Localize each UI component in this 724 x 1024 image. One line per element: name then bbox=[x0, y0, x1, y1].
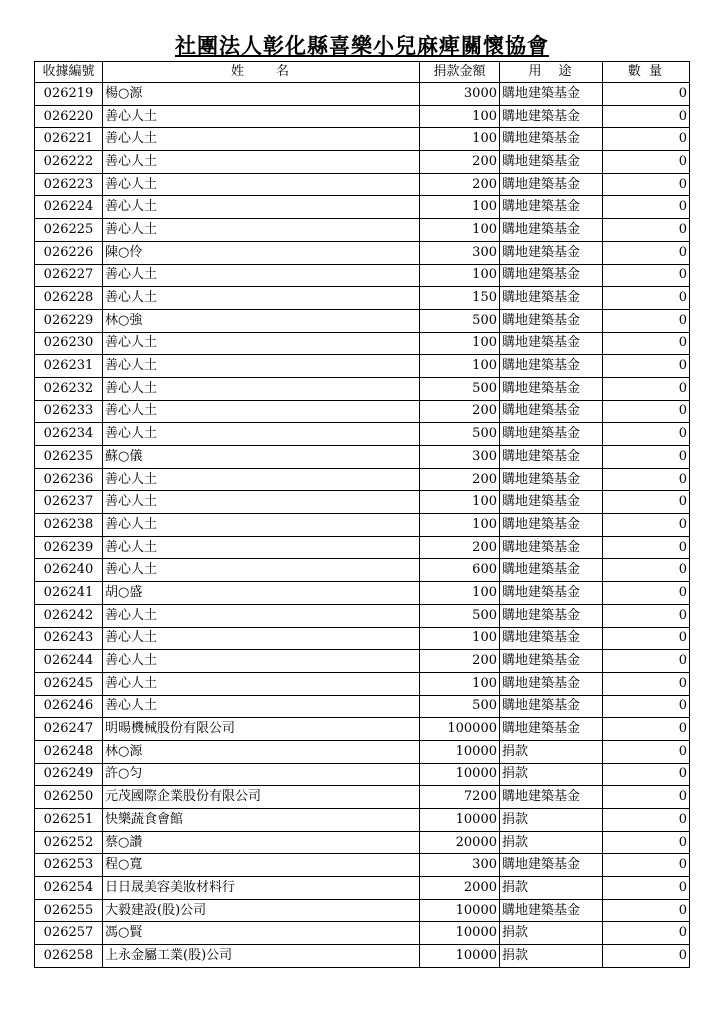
purpose-cell: 捐款 bbox=[500, 922, 603, 945]
purpose-cell: 購地建築基金 bbox=[500, 83, 603, 106]
quantity-cell: 0 bbox=[603, 219, 690, 242]
quantity-cell: 0 bbox=[603, 763, 690, 786]
quantity-cell: 0 bbox=[603, 945, 690, 968]
amount-cell: 100000 bbox=[420, 718, 500, 741]
amount-cell: 200 bbox=[420, 151, 500, 174]
amount-cell: 100 bbox=[420, 627, 500, 650]
amount-cell: 100 bbox=[420, 196, 500, 219]
quantity-cell: 0 bbox=[603, 831, 690, 854]
amount-cell: 100 bbox=[420, 582, 500, 605]
name-cell: 元茂國際企業股份有限公司 bbox=[103, 786, 420, 809]
amount-cell: 200 bbox=[420, 536, 500, 559]
purpose-cell: 購地建築基金 bbox=[500, 627, 603, 650]
table-row bbox=[35, 582, 690, 605]
name-cell: 楊○源 bbox=[103, 83, 420, 106]
name-cell: 善心人土 bbox=[103, 514, 420, 537]
table-row bbox=[35, 718, 690, 741]
table-row bbox=[35, 922, 690, 945]
purpose-cell: 捐款 bbox=[500, 831, 603, 854]
table-row bbox=[35, 423, 690, 446]
name-cell: 善心人土 bbox=[103, 219, 420, 242]
amount-cell: 300 bbox=[420, 241, 500, 264]
receipt-no-cell: 026253 bbox=[35, 854, 103, 877]
name-cell: 善心人土 bbox=[103, 400, 420, 423]
table-row bbox=[35, 196, 690, 219]
quantity-cell: 0 bbox=[603, 423, 690, 446]
name-cell: 善心人土 bbox=[103, 151, 420, 174]
purpose-cell: 購地建築基金 bbox=[500, 786, 603, 809]
receipt-no-cell: 026254 bbox=[35, 877, 103, 900]
purpose-cell: 購地建築基金 bbox=[500, 173, 603, 196]
amount-cell: 150 bbox=[420, 287, 500, 310]
receipt-no-cell: 026247 bbox=[35, 718, 103, 741]
purpose-cell: 購地建築基金 bbox=[500, 219, 603, 242]
purpose-cell: 捐款 bbox=[500, 763, 603, 786]
amount-cell: 600 bbox=[420, 559, 500, 582]
quantity-cell: 0 bbox=[603, 309, 690, 332]
name-cell: 日日晟美容美妝材料行 bbox=[103, 877, 420, 900]
donation-table bbox=[34, 61, 690, 968]
amount-cell: 100 bbox=[420, 672, 500, 695]
purpose-cell: 捐款 bbox=[500, 809, 603, 832]
table-row bbox=[35, 899, 690, 922]
name-cell: 善心人土 bbox=[103, 264, 420, 287]
header-receipt-no: 收據編號 bbox=[35, 62, 103, 83]
table-row bbox=[35, 877, 690, 900]
amount-cell: 500 bbox=[420, 604, 500, 627]
quantity-cell: 0 bbox=[603, 332, 690, 355]
purpose-cell: 購地建築基金 bbox=[500, 196, 603, 219]
quantity-cell: 0 bbox=[603, 695, 690, 718]
amount-cell: 10000 bbox=[420, 922, 500, 945]
quantity-cell: 0 bbox=[603, 128, 690, 151]
purpose-cell: 購地建築基金 bbox=[500, 491, 603, 514]
quantity-cell: 0 bbox=[603, 355, 690, 378]
receipt-no-cell: 026220 bbox=[35, 105, 103, 128]
receipt-no-cell: 026239 bbox=[35, 536, 103, 559]
name-cell: 蔡○讚 bbox=[103, 831, 420, 854]
name-cell: 善心人土 bbox=[103, 695, 420, 718]
table-row bbox=[35, 128, 690, 151]
quantity-cell: 0 bbox=[603, 173, 690, 196]
quantity-cell: 0 bbox=[603, 559, 690, 582]
purpose-cell: 購地建築基金 bbox=[500, 468, 603, 491]
amount-cell: 20000 bbox=[420, 831, 500, 854]
quantity-cell: 0 bbox=[603, 536, 690, 559]
table-row bbox=[35, 672, 690, 695]
purpose-cell: 購地建築基金 bbox=[500, 604, 603, 627]
purpose-cell: 購地建築基金 bbox=[500, 241, 603, 264]
name-cell: 善心人土 bbox=[103, 105, 420, 128]
quantity-cell: 0 bbox=[603, 241, 690, 264]
header-amount: 捐款金額 bbox=[420, 62, 500, 83]
receipt-no-cell: 026243 bbox=[35, 627, 103, 650]
header-row bbox=[35, 62, 690, 83]
purpose-cell: 購地建築基金 bbox=[500, 151, 603, 174]
quantity-cell: 0 bbox=[603, 854, 690, 877]
name-cell: 大毅建設(股)公司 bbox=[103, 899, 420, 922]
receipt-no-cell: 026257 bbox=[35, 922, 103, 945]
name-cell: 馮○賢 bbox=[103, 922, 420, 945]
amount-cell: 10000 bbox=[420, 763, 500, 786]
receipt-no-cell: 026231 bbox=[35, 355, 103, 378]
purpose-cell: 購地建築基金 bbox=[500, 355, 603, 378]
quantity-cell: 0 bbox=[603, 604, 690, 627]
table-row bbox=[35, 831, 690, 854]
quantity-cell: 0 bbox=[603, 446, 690, 469]
purpose-cell: 購地建築基金 bbox=[500, 264, 603, 287]
name-cell: 善心人土 bbox=[103, 355, 420, 378]
receipt-no-cell: 026240 bbox=[35, 559, 103, 582]
receipt-no-cell: 026234 bbox=[35, 423, 103, 446]
quantity-cell: 0 bbox=[603, 740, 690, 763]
receipt-no-cell: 026233 bbox=[35, 400, 103, 423]
receipt-no-cell: 026258 bbox=[35, 945, 103, 968]
purpose-cell: 購地建築基金 bbox=[500, 695, 603, 718]
name-cell: 善心人土 bbox=[103, 604, 420, 627]
name-cell: 善心人土 bbox=[103, 672, 420, 695]
receipt-no-cell: 026230 bbox=[35, 332, 103, 355]
name-cell: 林○源 bbox=[103, 740, 420, 763]
amount-cell: 200 bbox=[420, 468, 500, 491]
header-name: 姓 名 bbox=[103, 62, 420, 83]
amount-cell: 200 bbox=[420, 400, 500, 423]
table-row bbox=[35, 105, 690, 128]
purpose-cell: 購地建築基金 bbox=[500, 105, 603, 128]
purpose-cell: 購地建築基金 bbox=[500, 854, 603, 877]
amount-cell: 10000 bbox=[420, 740, 500, 763]
quantity-cell: 0 bbox=[603, 514, 690, 537]
amount-cell: 3000 bbox=[420, 83, 500, 106]
quantity-cell: 0 bbox=[603, 922, 690, 945]
document-title: 社團法人彰化縣喜樂小兒麻痺關懷協會 bbox=[175, 33, 549, 58]
table-row bbox=[35, 241, 690, 264]
name-cell: 許○匀 bbox=[103, 763, 420, 786]
amount-cell: 100 bbox=[420, 332, 500, 355]
purpose-cell: 購地建築基金 bbox=[500, 377, 603, 400]
receipt-no-cell: 026219 bbox=[35, 83, 103, 106]
table-row bbox=[35, 740, 690, 763]
quantity-cell: 0 bbox=[603, 899, 690, 922]
purpose-cell: 購地建築基金 bbox=[500, 423, 603, 446]
name-cell: 快樂蔬食會館 bbox=[103, 809, 420, 832]
name-cell: 善心人土 bbox=[103, 128, 420, 151]
amount-cell: 10000 bbox=[420, 945, 500, 968]
receipt-no-cell: 026228 bbox=[35, 287, 103, 310]
table-row bbox=[35, 559, 690, 582]
quantity-cell: 0 bbox=[603, 718, 690, 741]
table-row bbox=[35, 809, 690, 832]
receipt-no-cell: 026224 bbox=[35, 196, 103, 219]
table-row bbox=[35, 536, 690, 559]
table-row bbox=[35, 695, 690, 718]
purpose-cell: 購地建築基金 bbox=[500, 899, 603, 922]
quantity-cell: 0 bbox=[603, 400, 690, 423]
quantity-cell: 0 bbox=[603, 196, 690, 219]
table-row bbox=[35, 446, 690, 469]
amount-cell: 100 bbox=[420, 105, 500, 128]
table-row bbox=[35, 264, 690, 287]
table-row bbox=[35, 627, 690, 650]
quantity-cell: 0 bbox=[603, 491, 690, 514]
name-cell: 善心人土 bbox=[103, 332, 420, 355]
purpose-cell: 購地建築基金 bbox=[500, 400, 603, 423]
receipt-no-cell: 026248 bbox=[35, 740, 103, 763]
name-cell: 陳○伶 bbox=[103, 241, 420, 264]
quantity-cell: 0 bbox=[603, 650, 690, 673]
amount-cell: 500 bbox=[420, 377, 500, 400]
name-cell: 善心人土 bbox=[103, 377, 420, 400]
amount-cell: 7200 bbox=[420, 786, 500, 809]
receipt-no-cell: 026249 bbox=[35, 763, 103, 786]
quantity-cell: 0 bbox=[603, 105, 690, 128]
quantity-cell: 0 bbox=[603, 809, 690, 832]
amount-cell: 100 bbox=[420, 219, 500, 242]
table-row bbox=[35, 854, 690, 877]
receipt-no-cell: 026255 bbox=[35, 899, 103, 922]
table-row bbox=[35, 151, 690, 174]
purpose-cell: 購地建築基金 bbox=[500, 332, 603, 355]
receipt-no-cell: 026225 bbox=[35, 219, 103, 242]
table-row bbox=[35, 786, 690, 809]
receipt-no-cell: 026223 bbox=[35, 173, 103, 196]
quantity-cell: 0 bbox=[603, 151, 690, 174]
amount-cell: 500 bbox=[420, 695, 500, 718]
amount-cell: 500 bbox=[420, 309, 500, 332]
quantity-cell: 0 bbox=[603, 786, 690, 809]
receipt-no-cell: 026237 bbox=[35, 491, 103, 514]
receipt-no-cell: 026241 bbox=[35, 582, 103, 605]
purpose-cell: 購地建築基金 bbox=[500, 650, 603, 673]
purpose-cell: 購地建築基金 bbox=[500, 582, 603, 605]
table-header bbox=[35, 62, 690, 83]
name-cell: 善心人土 bbox=[103, 468, 420, 491]
name-cell: 善心人土 bbox=[103, 536, 420, 559]
amount-cell: 200 bbox=[420, 173, 500, 196]
amount-cell: 200 bbox=[420, 650, 500, 673]
name-cell: 善心人土 bbox=[103, 287, 420, 310]
receipt-no-cell: 026235 bbox=[35, 446, 103, 469]
quantity-cell: 0 bbox=[603, 582, 690, 605]
purpose-cell: 捐款 bbox=[500, 740, 603, 763]
receipt-no-cell: 026252 bbox=[35, 831, 103, 854]
name-cell: 善心人土 bbox=[103, 423, 420, 446]
quantity-cell: 0 bbox=[603, 877, 690, 900]
table-row bbox=[35, 400, 690, 423]
amount-cell: 300 bbox=[420, 854, 500, 877]
table-row bbox=[35, 468, 690, 491]
table-row bbox=[35, 287, 690, 310]
receipt-no-cell: 026222 bbox=[35, 151, 103, 174]
purpose-cell: 購地建築基金 bbox=[500, 309, 603, 332]
amount-cell: 500 bbox=[420, 423, 500, 446]
receipt-no-cell: 026250 bbox=[35, 786, 103, 809]
table-row bbox=[35, 355, 690, 378]
name-cell: 善心人土 bbox=[103, 650, 420, 673]
name-cell: 善心人土 bbox=[103, 559, 420, 582]
purpose-cell: 購地建築基金 bbox=[500, 514, 603, 537]
table-row bbox=[35, 219, 690, 242]
receipt-no-cell: 026244 bbox=[35, 650, 103, 673]
header-purpose: 用 途 bbox=[500, 62, 603, 83]
quantity-cell: 0 bbox=[603, 468, 690, 491]
quantity-cell: 0 bbox=[603, 264, 690, 287]
amount-cell: 100 bbox=[420, 514, 500, 537]
table-row bbox=[35, 491, 690, 514]
receipt-no-cell: 026245 bbox=[35, 672, 103, 695]
quantity-cell: 0 bbox=[603, 672, 690, 695]
name-cell: 善心人土 bbox=[103, 491, 420, 514]
purpose-cell: 購地建築基金 bbox=[500, 559, 603, 582]
purpose-cell: 購地建築基金 bbox=[500, 536, 603, 559]
name-cell: 程○寬 bbox=[103, 854, 420, 877]
purpose-cell: 購地建築基金 bbox=[500, 446, 603, 469]
header-quantity: 數 量 bbox=[603, 62, 690, 83]
amount-cell: 100 bbox=[420, 264, 500, 287]
table-row bbox=[35, 604, 690, 627]
purpose-cell: 捐款 bbox=[500, 877, 603, 900]
table-body bbox=[35, 83, 690, 968]
purpose-cell: 購地建築基金 bbox=[500, 718, 603, 741]
name-cell: 林○強 bbox=[103, 309, 420, 332]
receipt-no-cell: 026226 bbox=[35, 241, 103, 264]
table-row bbox=[35, 377, 690, 400]
name-cell: 蘇○儀 bbox=[103, 446, 420, 469]
receipt-no-cell: 026236 bbox=[35, 468, 103, 491]
receipt-no-cell: 026238 bbox=[35, 514, 103, 537]
table-row bbox=[35, 514, 690, 537]
name-cell: 明暘機械股份有限公司 bbox=[103, 718, 420, 741]
quantity-cell: 0 bbox=[603, 627, 690, 650]
amount-cell: 2000 bbox=[420, 877, 500, 900]
receipt-no-cell: 026227 bbox=[35, 264, 103, 287]
name-cell: 胡○盛 bbox=[103, 582, 420, 605]
purpose-cell: 捐款 bbox=[500, 945, 603, 968]
receipt-no-cell: 026229 bbox=[35, 309, 103, 332]
table-row bbox=[35, 332, 690, 355]
quantity-cell: 0 bbox=[603, 83, 690, 106]
name-cell: 善心人土 bbox=[103, 196, 420, 219]
table-row bbox=[35, 83, 690, 106]
table-row bbox=[35, 650, 690, 673]
receipt-no-cell: 026232 bbox=[35, 377, 103, 400]
purpose-cell: 購地建築基金 bbox=[500, 287, 603, 310]
table-row bbox=[35, 945, 690, 968]
receipt-no-cell: 026242 bbox=[35, 604, 103, 627]
amount-cell: 100 bbox=[420, 128, 500, 151]
quantity-cell: 0 bbox=[603, 287, 690, 310]
purpose-cell: 購地建築基金 bbox=[500, 128, 603, 151]
name-cell: 善心人土 bbox=[103, 627, 420, 650]
purpose-cell: 購地建築基金 bbox=[500, 672, 603, 695]
amount-cell: 100 bbox=[420, 491, 500, 514]
name-cell: 上永金屬工業(股)公司 bbox=[103, 945, 420, 968]
name-cell: 善心人土 bbox=[103, 173, 420, 196]
amount-cell: 10000 bbox=[420, 899, 500, 922]
amount-cell: 100 bbox=[420, 355, 500, 378]
table-row bbox=[35, 763, 690, 786]
receipt-no-cell: 026221 bbox=[35, 128, 103, 151]
receipt-no-cell: 026246 bbox=[35, 695, 103, 718]
quantity-cell: 0 bbox=[603, 377, 690, 400]
table-row bbox=[35, 309, 690, 332]
receipt-no-cell: 026251 bbox=[35, 809, 103, 832]
amount-cell: 10000 bbox=[420, 809, 500, 832]
amount-cell: 300 bbox=[420, 446, 500, 469]
table-row bbox=[35, 173, 690, 196]
